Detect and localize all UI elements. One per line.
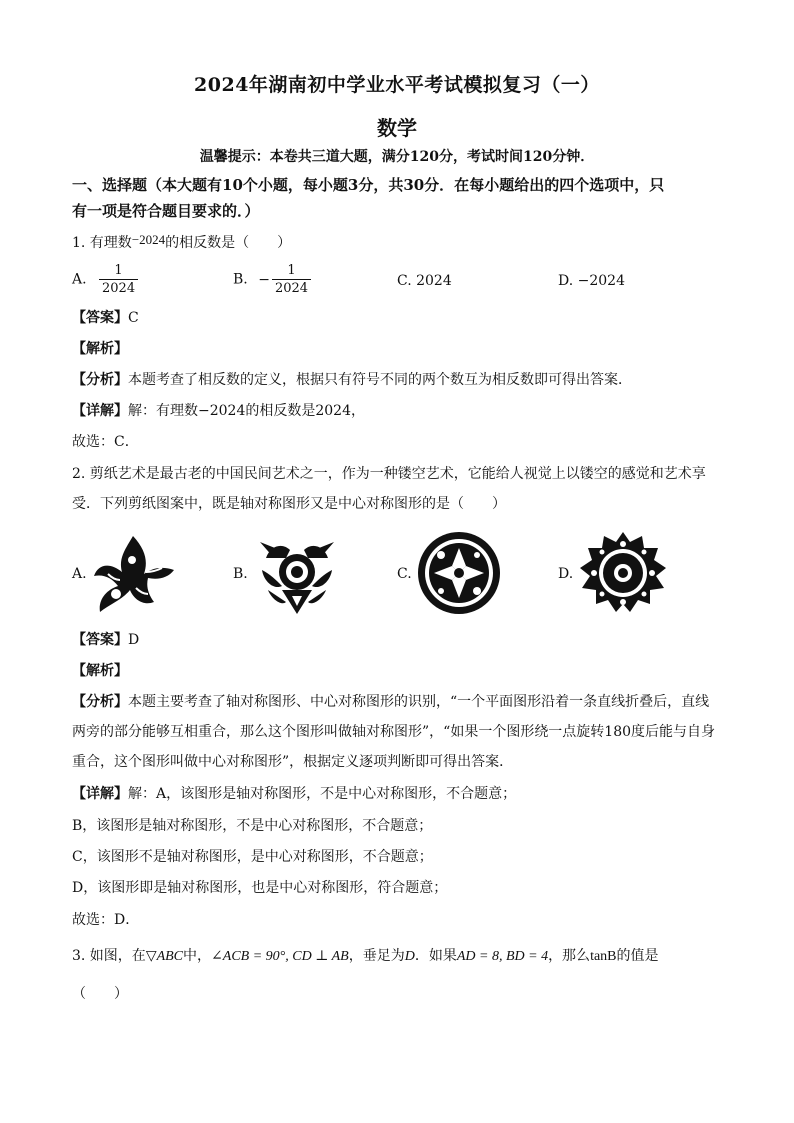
exam-tip: 温馨提示：本卷共三道大题，满分120分，考试时间120分钟． — [199, 149, 595, 165]
q1-fenxi — [72, 370, 742, 390]
q3-stem-part3: ，垂足为 — [348, 948, 405, 964]
q1-option-a-fraction — [99, 262, 138, 297]
q2-stem-line1: 2. 剪纸艺术是最古老的中国民间艺术之一，作为一种镂空艺术，它能给人视觉上以镂空的感觉和艺术享 — [72, 466, 706, 482]
q2-analysis-tag: 【解析】 — [72, 663, 128, 679]
q1-analysis-tag: 【解析】 — [72, 341, 128, 357]
q2-option-c-label: C. — [397, 566, 412, 582]
q2-xiangjie-d: D，该图形即是轴对称图形，也是中心对称图形，符合题意； — [72, 880, 448, 896]
q1-option-b — [233, 262, 311, 297]
q3-stem-part6: 的值是 — [616, 948, 659, 964]
q3-condition1: ∠ACB = 90°, CD ⊥ AB — [211, 949, 349, 964]
q1-option-b-fraction — [272, 262, 311, 297]
section-heading-line2: 有一项是符合题目要求的．） — [72, 202, 260, 220]
q3-condition2: AD = 8, BD = 4 — [456, 949, 549, 964]
q2-answer — [72, 630, 742, 650]
q1-option-a — [72, 262, 138, 297]
q2-fenxi-tag: 【分析】 — [72, 694, 128, 710]
snowflake-papercut-image — [578, 528, 668, 618]
q1-option-b-sign: − — [258, 271, 270, 288]
q1-option-a-num: 1 — [99, 262, 138, 280]
q2-fenxi-line3: 重合，这个图形叫做中心对称图形”，根据定义逐项判断即可得出答案． — [72, 754, 514, 770]
q1-answer-tag: 【答案】 — [72, 310, 128, 326]
q2-xiangjie-tag: 【详解】 — [72, 786, 128, 802]
q2-xiangjie-a — [72, 784, 742, 804]
q2-answer-value: D — [128, 632, 140, 648]
q2-answer-tag: 【答案】 — [72, 632, 128, 648]
q3-stem-part2: 中， — [183, 948, 212, 964]
q2-fenxi-line1 — [72, 692, 742, 712]
subject-title: 数学 — [377, 116, 417, 140]
q1-fenxi-text: 本题考查了相反数的定义，根据只有符号不同的两个数互为相反数即可得出答案． — [128, 372, 632, 388]
round-papercut-image — [414, 528, 504, 618]
q1-answer — [72, 308, 742, 328]
q2-xiangjie-c: C，该图形不是轴对称图形，是中心对称图形，不合题意； — [72, 849, 433, 865]
q1-stem-value: −2024 — [131, 232, 166, 247]
q1-option-d: D. −2024 — [558, 273, 625, 289]
q2-xiangjie-a-text: 解：A，该图形是轴对称图形，不是中心对称图形，不合题意； — [128, 786, 517, 802]
section-heading — [72, 172, 732, 224]
q1-option-c: C. 2024 — [397, 273, 452, 289]
q2-option-a-label: A. — [72, 566, 87, 582]
q3-tan: tanB — [590, 949, 617, 964]
q3-paren: （ ） — [72, 986, 128, 1002]
q3-stem-part1: 3. 如图，在 — [72, 948, 146, 964]
q2-option-b-label: B. — [233, 566, 248, 582]
q1-option-b-num: 1 — [272, 262, 311, 280]
q1-option-b-label: B. — [233, 271, 248, 288]
q2-fenxi-line2: 两旁的部分能够互相重合，那么这个图形叫做轴对称图形”，“如果一个图形绕一点旋转180度后能与自身 — [72, 724, 716, 740]
q1-xiangjie — [72, 401, 742, 421]
flower-birds-papercut-image — [252, 528, 342, 618]
q3-stem-part4: ．如果 — [414, 948, 457, 964]
q1-choose: 故选：C． — [72, 434, 139, 450]
q1-option-a-label: A. — [72, 271, 87, 288]
q3-stem — [72, 946, 742, 967]
q1-xiangjie-text: 解：有理数−2024的相反数是2024， — [128, 403, 365, 419]
q1-answer-value: C — [128, 310, 139, 326]
q2-xiangjie-b: B，该图形是轴对称图形，不是中心对称图形，不合题意； — [72, 818, 433, 834]
q2-fenxi-text1: 本题主要考查了轴对称图形、中心对称图形的识别，“一个平面图形沿着一条直线折叠后，直线 — [128, 694, 710, 710]
q1-stem-prefix: 1. 有理数 — [72, 235, 132, 251]
q3-foot: D — [404, 949, 415, 964]
q2-option-d-label: D. — [558, 566, 574, 582]
q2-stem-line2: 受．下列剪纸图案中，既是轴对称图形又是中心对称图形的是（ ） — [72, 496, 506, 512]
butterfly-papercut-image — [88, 528, 178, 618]
q1-xiangjie-tag: 【详解】 — [72, 403, 128, 419]
q3-stem-part5: ，那么 — [548, 948, 591, 964]
q1-fenxi-tag: 【分析】 — [72, 372, 128, 388]
q1-stem-suffix: 的相反数是（ ） — [165, 235, 292, 251]
q1-option-b-den: 2024 — [274, 281, 309, 296]
section-heading-line1: 一、选择题（本大题有10个小题，每小题3分，共30分．在每小题给出的四个选项中，只 — [72, 176, 665, 194]
exam-title: 2024年湖南初中学业水平考试模拟复习（一） — [194, 74, 600, 96]
q2-choose: 故选：D． — [72, 912, 140, 928]
q1-option-a-den: 2024 — [102, 281, 136, 296]
q1-stem — [72, 230, 742, 253]
q3-triangle: ▽ABC — [145, 949, 184, 964]
